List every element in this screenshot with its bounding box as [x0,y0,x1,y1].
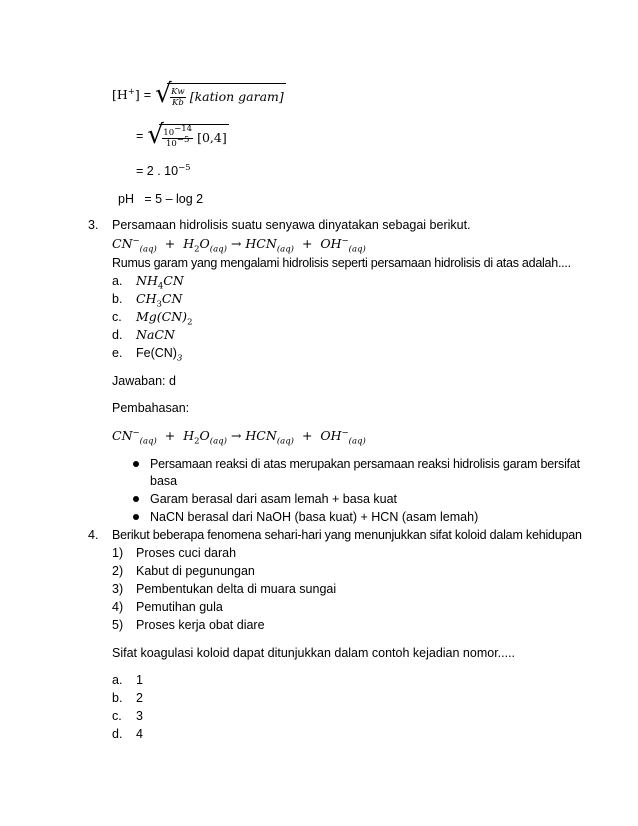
option-c-sub: 2 [187,317,193,328]
h-plus-charge: + [127,86,135,97]
h-plus-close: ] [134,87,140,102]
kw-numerator: Kw [171,87,185,97]
kation-garam: [kation garam] [189,89,284,104]
q4-item-2: Kabut di pegunungan [136,564,255,578]
option-a-rest: CN [163,273,184,288]
h-plus-result [136,163,191,179]
hcn-state-2: (aq) [276,436,294,447]
q3-option-d-label: d. [112,328,123,342]
question-4-text: Berikut beberapa fenomena sehari-hari yang menunjukkan sifat koloid dalam kehidupan [112,528,582,542]
water-o-2: O [199,428,210,443]
option-b-sub: 3 [156,299,162,310]
option-b-rest: CN [161,291,183,306]
q4-item-3-label: 3) [112,582,124,596]
numeric-fraction [162,124,193,149]
water-subscript-2: 2 [194,436,200,447]
q4-item-3: Pembentukan delta di muara sungai [136,582,337,596]
bullet-text-2: Garam berasal dari asam lemah + basa kuat [150,492,397,506]
q4-option-a: 1 [136,673,143,687]
question-3-text: Persamaan hidrolisis suatu senyawa dinyatakan sebagai berikut. [112,218,471,232]
bullet-text-1-cont: basa [150,474,178,488]
plus-sign: + [164,236,176,251]
sqrt-expression-1: √ $\frac{Kw}{Kb}$ [kation garam] [155,79,284,109]
cn-state: (aq) [139,244,157,255]
oh-ion-2: OH [320,428,342,443]
option-b-main: CH [136,291,157,306]
q3-option-c [136,309,193,328]
question-4-number: 4. [88,528,99,542]
oh-charge: − [341,235,349,246]
question-4-prompt: Sifat koagulasi koloid dapat ditunjukkan dalam contoh kejadian nomor..... [112,646,516,660]
q3-option-c-label: c. [112,310,122,324]
result-exponent: −5 [178,162,191,173]
hcn-molecule-2: HCN [245,428,277,443]
plus-sign-2: + [301,236,313,251]
option-e-main: Fe(CN) [136,346,177,360]
q3-option-e [136,345,183,364]
question-3-number: 3. [88,218,99,232]
kb-denominator: Kb [172,98,184,108]
plus-sign-4: + [301,428,313,443]
q3-discussion-title: Pembahasan: [112,401,190,415]
oh-state: (aq) [348,244,366,255]
q4-item-1-label: 1) [112,546,124,560]
reaction-arrow: → [230,236,242,251]
hcn-state: (aq) [276,244,294,255]
cn-charge-2: − [132,427,140,438]
q4-option-a-label: a. [112,673,123,687]
sqrt-expression-2: √ $\frac{10^{-14}}{10^{-5}}$ [0,4] [147,120,227,150]
q3-answer: Jawaban: d [112,374,176,388]
q4-option-b: 2 [136,691,143,705]
cn-charge: − [132,235,140,246]
water-state: (aq) [209,244,227,255]
bullet-dot-3 [133,514,139,520]
oh-state-2: (aq) [348,436,366,447]
h-plus-label: [H [112,87,128,102]
plus-sign-3: + [164,428,176,443]
hydrolysis-reaction-2 [112,427,366,447]
ph-result: pH = 5 – log 2 [118,192,204,206]
reaction-arrow-2: → [230,428,242,443]
hcn-molecule: HCN [245,236,277,251]
q4-option-b-label: b. [112,691,123,705]
q4-option-d: 4 [136,727,143,741]
bullet-text-3: NaCN berasal dari NaOH (basa kuat) + HCN (asam lemah) [150,510,479,524]
water-o: O [199,236,210,251]
option-a-sub: 4 [157,281,164,292]
q4-option-d-label: d. [112,727,123,741]
option-c-main: Mg(CN) [136,309,188,324]
concentration-value: [0,4] [197,130,227,145]
h-plus-formula [112,79,286,109]
den-exponent: −5 [176,135,190,146]
water-h-2: H [183,428,195,443]
oh-charge-2: − [341,427,349,438]
water-subscript: 2 [194,244,200,255]
q4-item-4: Pemutihan gula [136,600,223,614]
option-d-main: NaCN [136,327,175,342]
q4-option-c: 3 [136,709,143,723]
hydrolysis-reaction [112,235,366,255]
water-state-2: (aq) [209,436,227,447]
q3-option-e-label: e. [112,346,123,360]
bullet-dot-1 [133,461,139,467]
fraction-denominator [162,135,193,149]
q4-item-2-label: 2) [112,564,124,578]
q3-option-d [136,327,175,343]
q3-option-b-label: b. [112,292,123,306]
oh-ion: OH [320,236,342,251]
num-exponent: −14 [174,124,193,135]
kw-kb-fraction [170,87,186,108]
equals-sign-2: = [136,129,144,143]
den-base: 10 [166,139,177,149]
q3-option-b [136,291,183,310]
result-text: = 2 . 10 [136,164,179,178]
cn-ion: CN [112,236,133,251]
q4-item-1: Proses cuci darah [136,546,237,560]
bullet-text-1: Persamaan reaksi di atas merupakan persamaan reaksi hidrolisis garam bersifat [150,457,580,471]
option-a-main: NH [136,273,158,288]
q4-item-5-label: 5) [112,618,124,632]
cn-ion-2: CN [112,428,133,443]
question-3-prompt: Rumus garam yang mengalami hidrolisis seperti persamaan hidrolisis di atas adalah.... [112,256,571,270]
sqrt-substitution [136,120,229,150]
num-base: 10 [163,128,175,138]
equals-sign: = [143,88,152,102]
bullet-dot-2 [133,496,139,502]
q4-item-5: Proses kerja obat diare [136,618,265,632]
q4-option-c-label: c. [112,709,122,723]
q3-option-a-label: a. [112,274,123,288]
option-e-sub: 3 [176,353,183,364]
q4-item-4-label: 4) [112,600,124,614]
water-h: H [183,236,195,251]
cn-state-2: (aq) [139,436,157,447]
q3-option-a [136,273,184,292]
